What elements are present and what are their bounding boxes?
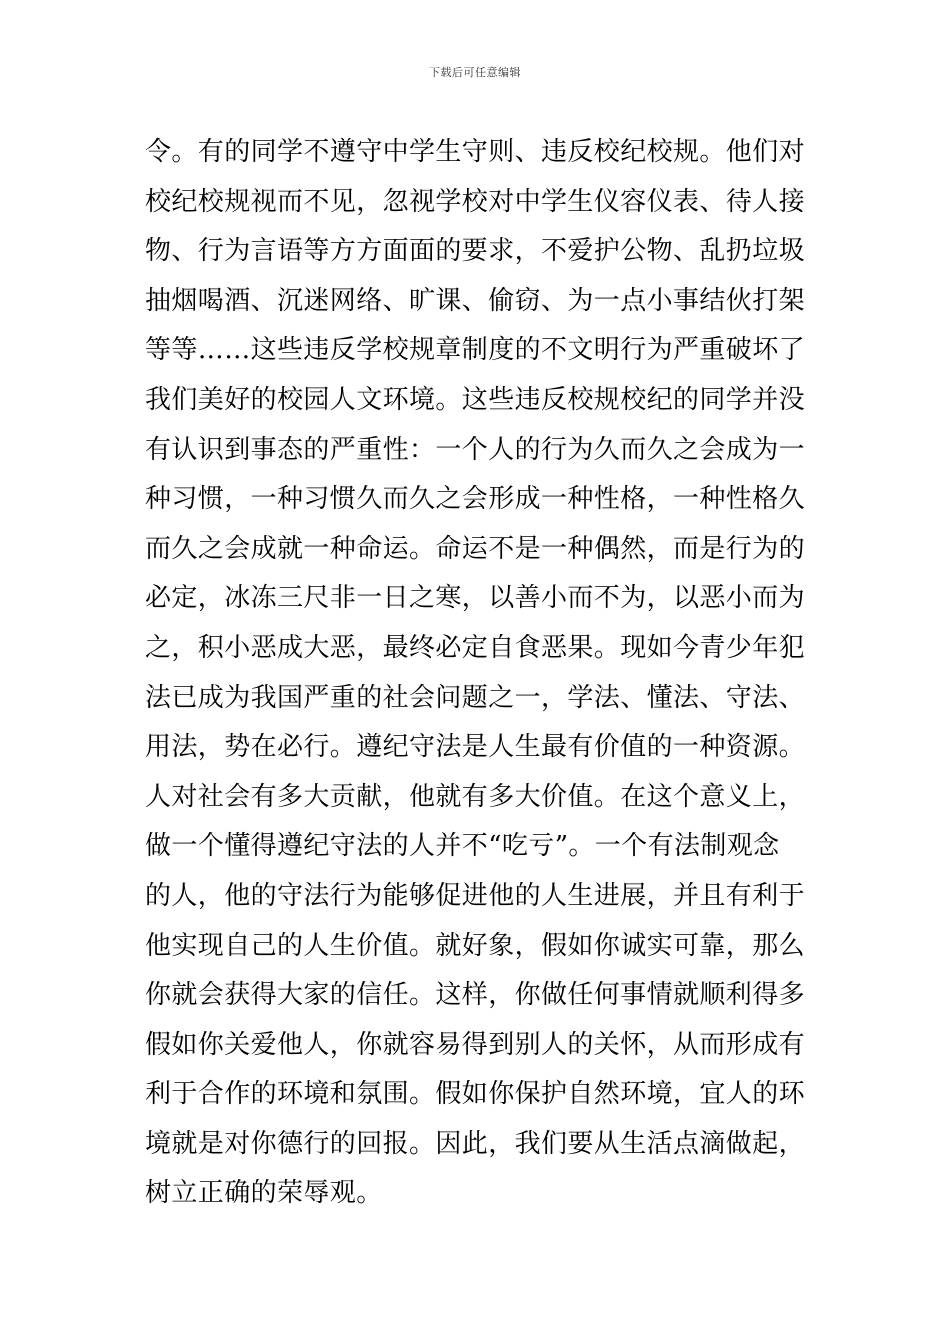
text-line: 物、行为言语等方方面面的要求，不爱护公物、乱扔垃圾	[145, 236, 806, 267]
text-line: 之，积小恶成大恶，最终必定自食恶果。现如今青少年犯	[145, 632, 806, 663]
text-line: 你就会获得大家的信任。这样，你做任何事情就顺利得多	[145, 980, 806, 1011]
text-line: 校纪校规视而不见，忽视学校对中学生仪容仪表、待人接	[145, 186, 806, 217]
text-line: 的人，他的守法行为能够促进他的人生进展，并且有利于	[145, 880, 806, 911]
text-line: 做一个懂得遵纪守法的人并不“吃亏”。一个有法制观念	[145, 831, 780, 862]
text-line: 境就是对你德行的回报。因此，我们要从生活点滴做起，	[145, 1128, 806, 1159]
text-line: 令。有的同学不遵守中学生守则、违反校纪校规。他们对	[145, 137, 806, 167]
text-line: 利于合作的环境和氛围。假如你保护自然环境，宜人的环	[145, 1079, 806, 1110]
text-line: 抽烟喝酒、沉迷网络、旷课、偷窃、为一点小事结伙打架	[145, 285, 806, 316]
text-line: 等等……这些违反学校规章制度的不文明行为严重破坏了	[145, 335, 806, 366]
text-line: 必定，冰冻三尺非一日之寒，以善小而不为，以恶小而为	[145, 583, 806, 614]
text-line: 假如你关爱他人，你就容易得到别人的关怀，从而形成有	[145, 1029, 806, 1060]
text-line: 法已成为我国严重的社会问题之一，学法、懂法、守法、	[145, 682, 806, 713]
text-line: 用法，势在必行。遵纪守法是人生最有价值的一种资源。	[145, 732, 806, 763]
text-line: 有认识到事态的严重性：一个人的行为久而久之会成为一	[145, 434, 806, 465]
text-line: 他实现自己的人生价值。就好象，假如你诚实可靠，那么	[145, 930, 806, 961]
text-line: 而久之会成就一种命运。命运不是一种偶然，而是行为的	[145, 533, 806, 564]
page-header: 下载后可任意编辑	[429, 66, 521, 79]
body-text	[145, 128, 810, 1219]
text-line: 人对社会有多大贡献，他就有多大价值。在这个意义上，	[145, 781, 806, 812]
text-line: 树立正确的荣辱观。	[145, 1178, 383, 1209]
text-line: 我们美好的校园人文环境。这些违反校规校纪的同学并没	[145, 384, 806, 415]
text-line: 种习惯，一种习惯久而久之会形成一种性格，一种性格久	[145, 484, 806, 515]
